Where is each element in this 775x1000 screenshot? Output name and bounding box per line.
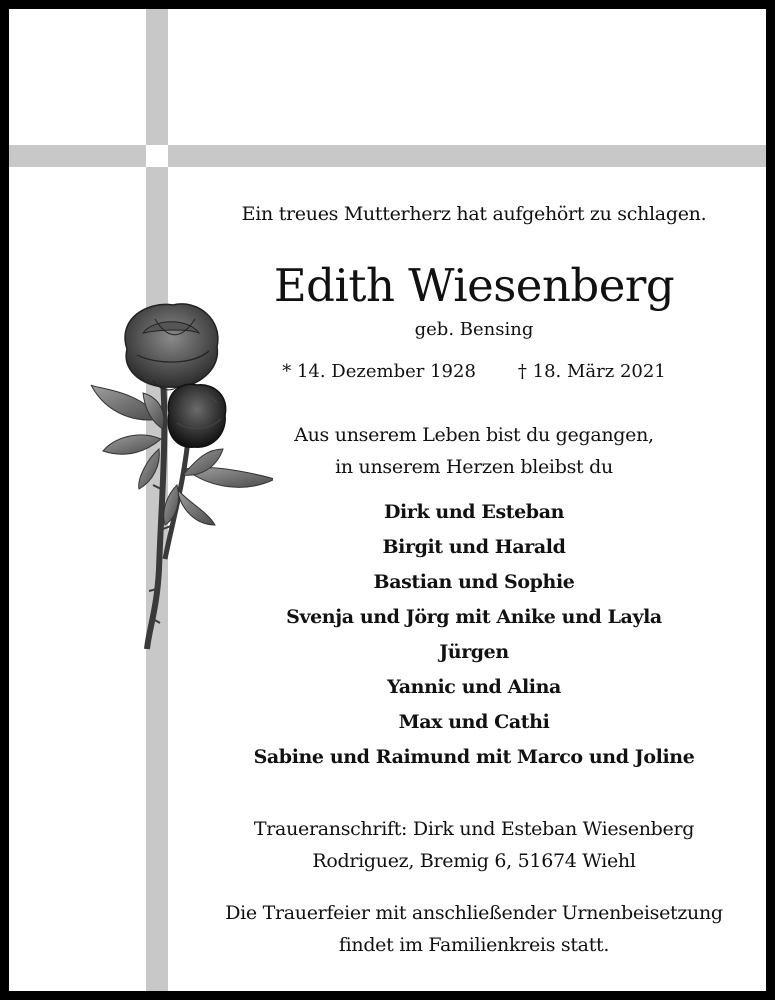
ceremony-line: findet im Familienkreis statt. <box>338 934 610 956</box>
cross-horizontal-bar <box>9 145 766 167</box>
verse-line: Aus unserem Leben bist du gegangen, <box>294 424 654 446</box>
mourner-entry: Max und Cathi <box>398 711 550 733</box>
ceremony-line: Die Trauerfeier mit anschließender Urnenbeisetzung <box>225 902 723 924</box>
birth-date: * 14. Dezember 1928 <box>282 361 476 382</box>
mourner-entry: Jürgen <box>439 641 509 663</box>
deceased-name: Edith Wiesenberg <box>273 259 675 312</box>
address-line: Rodriguez, Bremig 6, 51674 Wiehl <box>312 850 636 872</box>
death-date: † 18. März 2021 <box>517 361 666 382</box>
mourner-entry: Dirk und Esteban <box>383 501 565 523</box>
cross-center-gap <box>146 145 168 167</box>
life-dates <box>204 361 744 382</box>
obituary-notice <box>9 9 766 991</box>
birth-name: geb. Bensing <box>414 319 534 340</box>
address-line: Traueranschrift: Dirk und Esteban Wiesenberg <box>253 818 695 840</box>
ceremony-info <box>204 897 744 961</box>
mourner-entry: Yannic und Alina <box>387 676 561 698</box>
verse-line: in unserem Herzen bleibst du <box>335 456 613 478</box>
mourning-address <box>204 813 744 877</box>
mourner-entry: Birgit und Harald <box>382 536 566 558</box>
mourner-entry: Bastian und Sophie <box>373 571 575 593</box>
opening-line: Ein treues Mutterherz hat aufgehört zu schlagen. <box>241 203 707 225</box>
mourners-list <box>204 495 744 775</box>
mourner-entry: Svenja und Jörg mit Anike und Layla <box>286 606 662 628</box>
memorial-verse <box>204 419 744 483</box>
mourner-entry: Sabine und Raimund mit Marco und Joline <box>253 746 695 768</box>
